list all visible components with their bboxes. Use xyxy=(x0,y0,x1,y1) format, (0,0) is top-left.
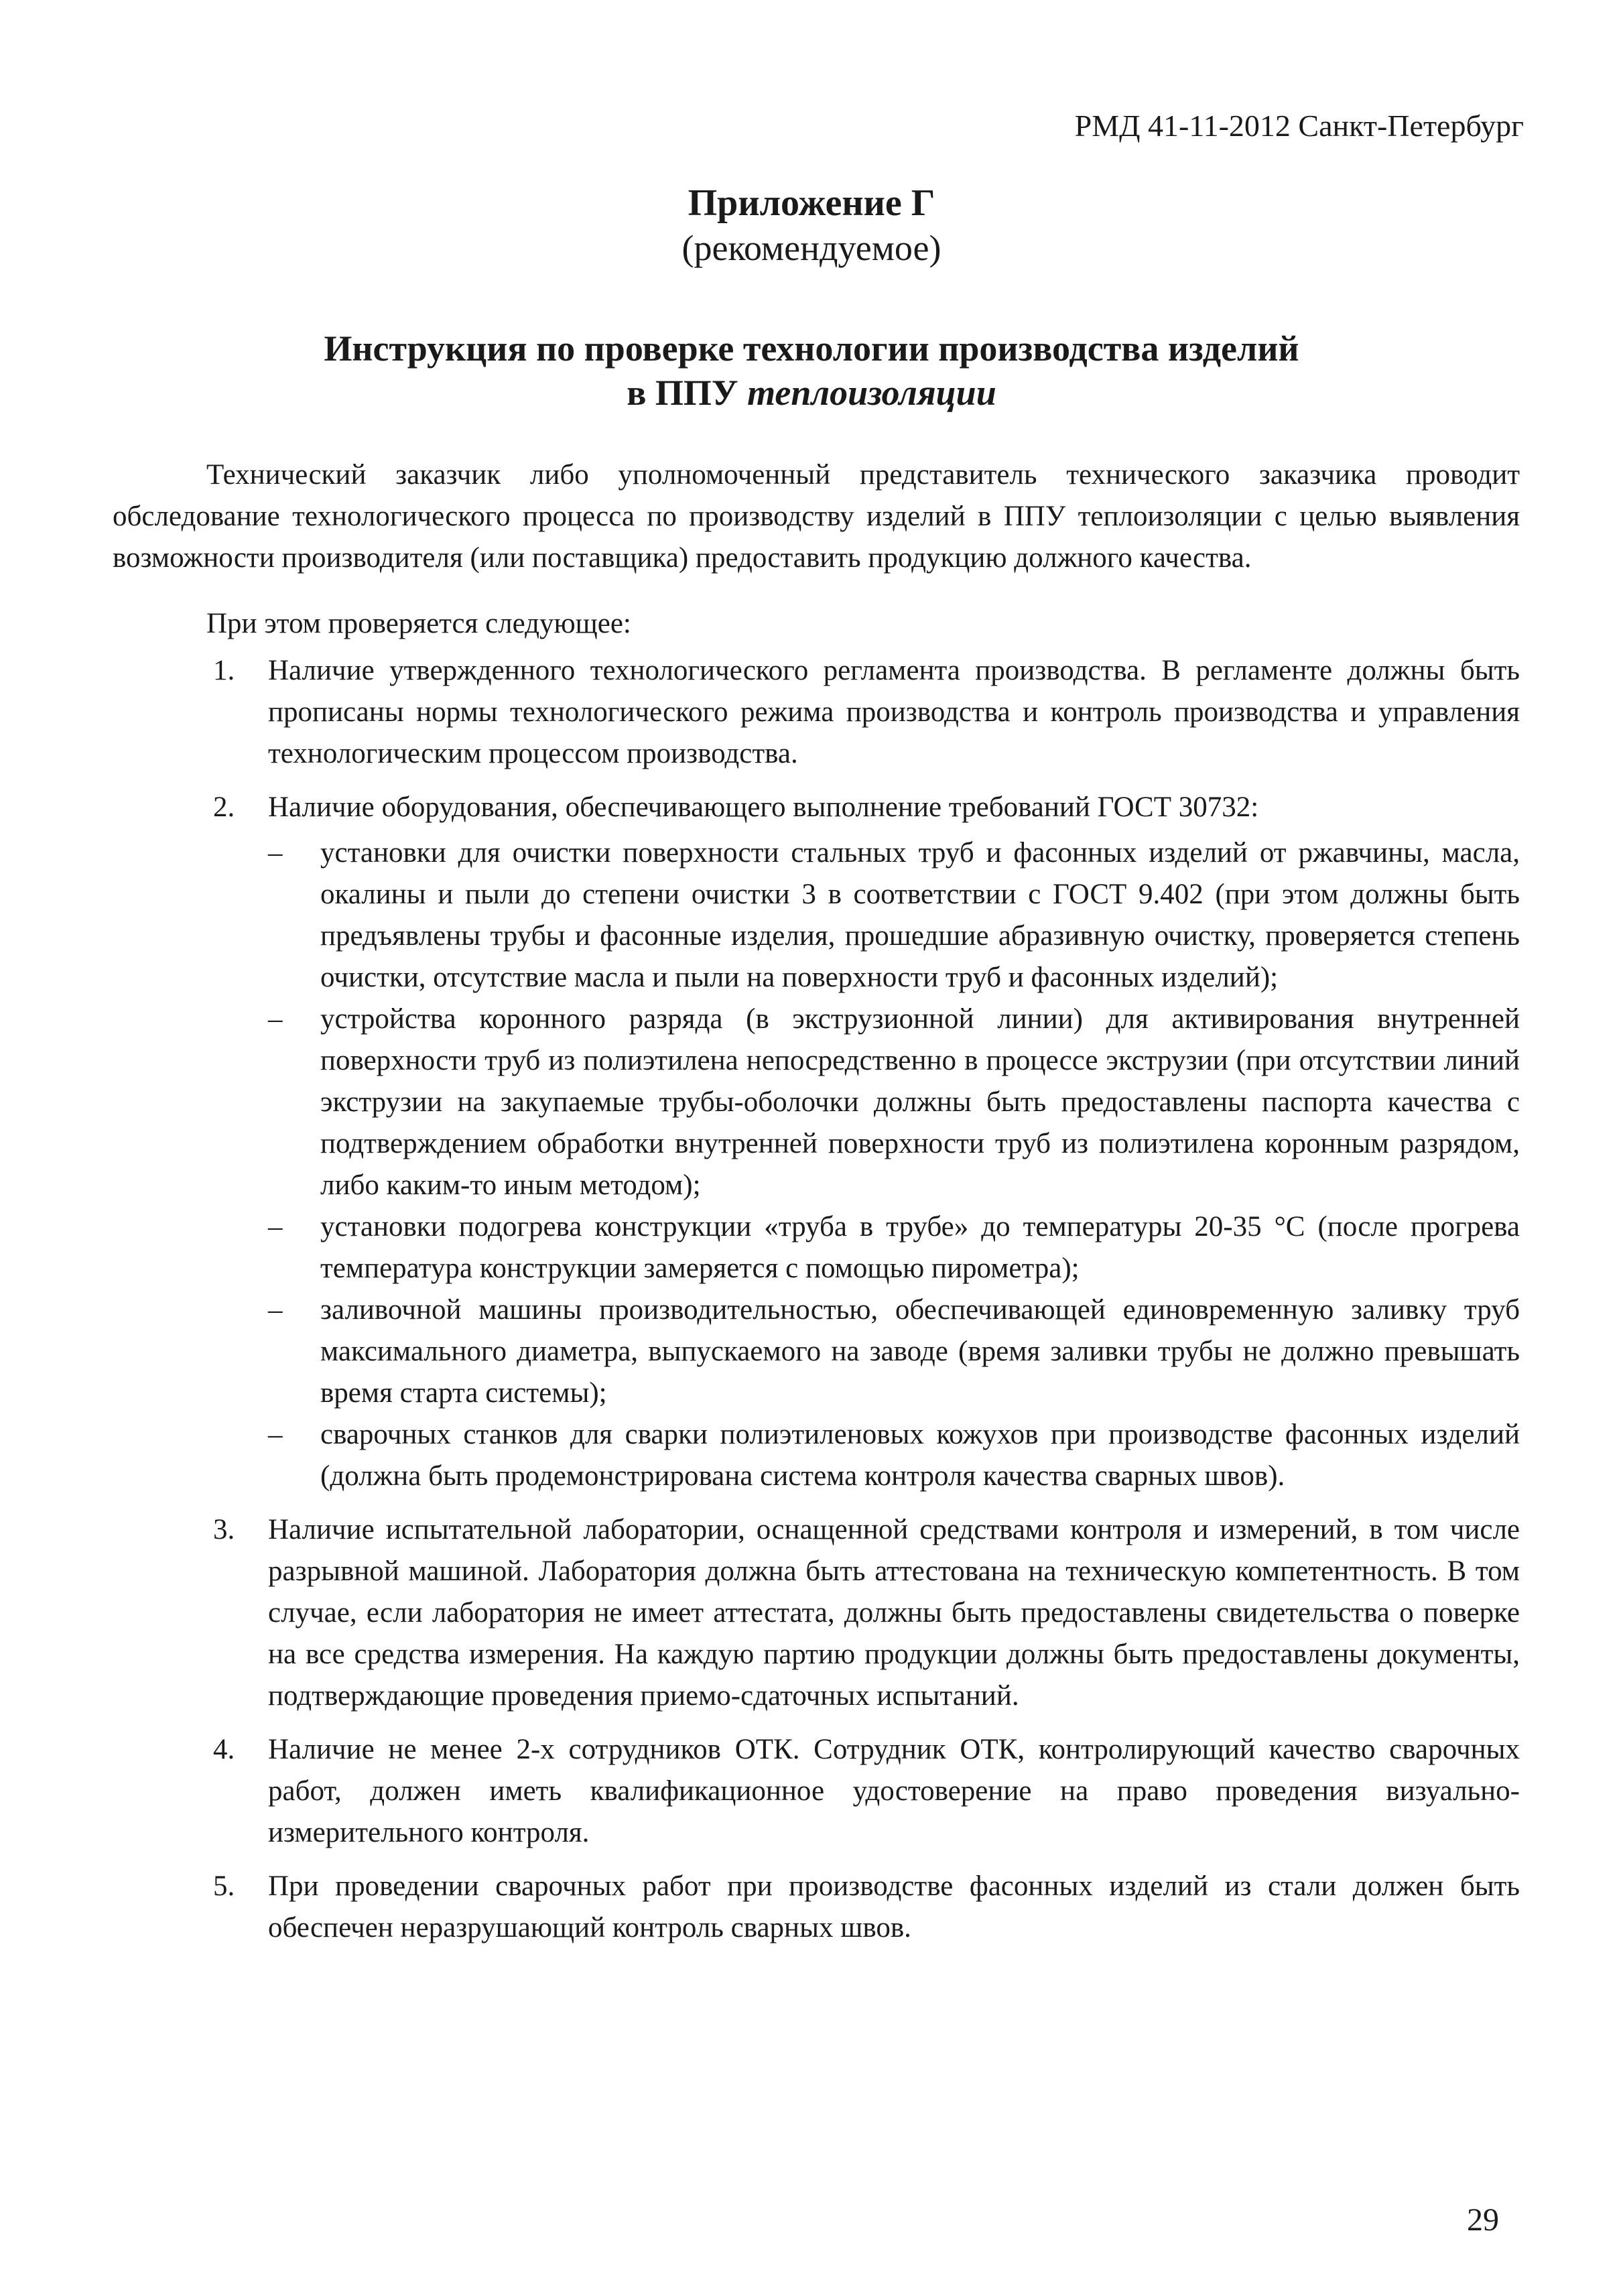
item-number: 1. xyxy=(213,655,235,686)
checklist-item-5 xyxy=(113,1866,1520,1949)
document-title-line-1: Инструкция по проверке технологии производства изделий xyxy=(324,328,1299,369)
item-number: 5. xyxy=(213,1870,235,1902)
checklist-item-4 xyxy=(113,1729,1520,1854)
intro-paragraph: Технический заказчик либо уполномоченный представитель технического заказчика проводит обследование технологического процесса по производству изделий в ППУ теплоизоляции с целью выявления возможности производителя (или поставщика) предоставить продукцию должного качества. xyxy=(113,459,1520,574)
item-text: Наличие утвержденного технологического регламента производства. В регламенте должны быть прописаны нормы технологического режима производства и контроль производства и управления технологическим процессом производства. xyxy=(268,655,1520,769)
equipment-text: устройства коронного разряда (в экструзионной линии) для активирования внутренней поверхности труб из полиэтилена непосредственно в процессе экструзии (при отсутствии линий экструзии на закупаемые трубы-оболочки должны быть предоставлены паспорта качества с подтверждением обработки внутренней поверхности труб из полиэтилена коронным разрядом, либо каким-то иным методом); xyxy=(320,1003,1520,1201)
equipment-text: установки подогрева конструкции «труба в трубе» до температуры 20-35 °С (после прогрева температура конструкции замеряется с помощью пирометра); xyxy=(320,1211,1520,1284)
appendix-title: Приложение Г xyxy=(688,182,935,224)
equipment-text: заливочной машины производительностью, обеспечивающей единовременную заливку труб максимального диаметра, выпускаемого на заводе (время заливки трубы не должно превышать время старта системы); xyxy=(320,1294,1520,1409)
page-number: 29 xyxy=(1467,2202,1499,2238)
document-body xyxy=(113,454,1520,1961)
equipment-list xyxy=(268,832,1520,1497)
equipment-item xyxy=(268,832,1520,999)
item-text: Наличие испытательной лаборатории, оснащенной средствами контроля и измерений, в том числе разрывной машиной. Лаборатория должна быть аттестована на техническую компетентность. В том случае, если лаборатория не имеет аттестата, должны быть предоставлены свидетельства о поверке на все средства измерения. На каждую партию продукции должны быть предоставлены документы, подтверждающие проведения приемо-сдаточных испытаний. xyxy=(268,1514,1520,1712)
equipment-text: сварочных станков для сварки полиэтиленовых кожухов при производстве фасонных изделий (должна быть продемонстрирована система контроля качества сварных швов). xyxy=(320,1419,1520,1492)
checklist xyxy=(113,650,1520,1949)
equipment-item xyxy=(268,1289,1520,1414)
dash-marker: – xyxy=(268,1003,283,1035)
checklist-lead: При этом проверяется следующее: xyxy=(206,608,631,639)
checklist-item-1 xyxy=(113,650,1520,775)
document-title xyxy=(0,327,1623,416)
item-text: Наличие оборудования, обеспечивающего выполнение требований ГОСТ 30732: xyxy=(268,791,1259,823)
document-title-line-2 xyxy=(0,371,1623,416)
item-number: 4. xyxy=(213,1734,235,1765)
item-text: При проведении сварочных работ при производстве фасонных изделий из стали должен быть обеспечен неразрушающий контроль сварных швов. xyxy=(268,1870,1520,1943)
appendix-subtitle: (рекомендуемое) xyxy=(681,228,942,268)
dash-marker: – xyxy=(268,1294,283,1326)
dash-marker: – xyxy=(268,1211,283,1242)
document-reference: РМД 41-11-2012 Санкт-Петербург xyxy=(1074,109,1524,143)
checklist-item-3 xyxy=(113,1509,1520,1717)
equipment-item xyxy=(268,1414,1520,1497)
checklist-item-2 xyxy=(113,787,1520,1497)
item-number: 3. xyxy=(213,1514,235,1545)
equipment-item xyxy=(268,999,1520,1206)
dash-marker: – xyxy=(268,1419,283,1450)
equipment-item xyxy=(268,1206,1520,1289)
dash-marker: – xyxy=(268,837,283,869)
document-title-italic: теплоизоляции xyxy=(747,372,996,413)
item-text: Наличие не менее 2-х сотрудников ОТК. Сотрудник ОТК, контролирующий качество сварочных работ, должен иметь квалификационное удостоверение на право проведения визуально-измерительного контроля. xyxy=(268,1734,1520,1848)
document-title-prefix: в ППУ xyxy=(627,372,748,413)
equipment-text: установки для очистки поверхности стальных труб и фасонных изделий от ржавчины, масла, окалины и пыли до степени очистки 3 в соответствии с ГОСТ 9.402 (при этом должны быть предъявлены трубы и фасонные изделия, прошедшие абразивную очистку, проверяется степень очистки, отсутствие масла и пыли на поверхности труб и фасонных изделий); xyxy=(320,837,1520,993)
item-number: 2. xyxy=(213,791,235,823)
